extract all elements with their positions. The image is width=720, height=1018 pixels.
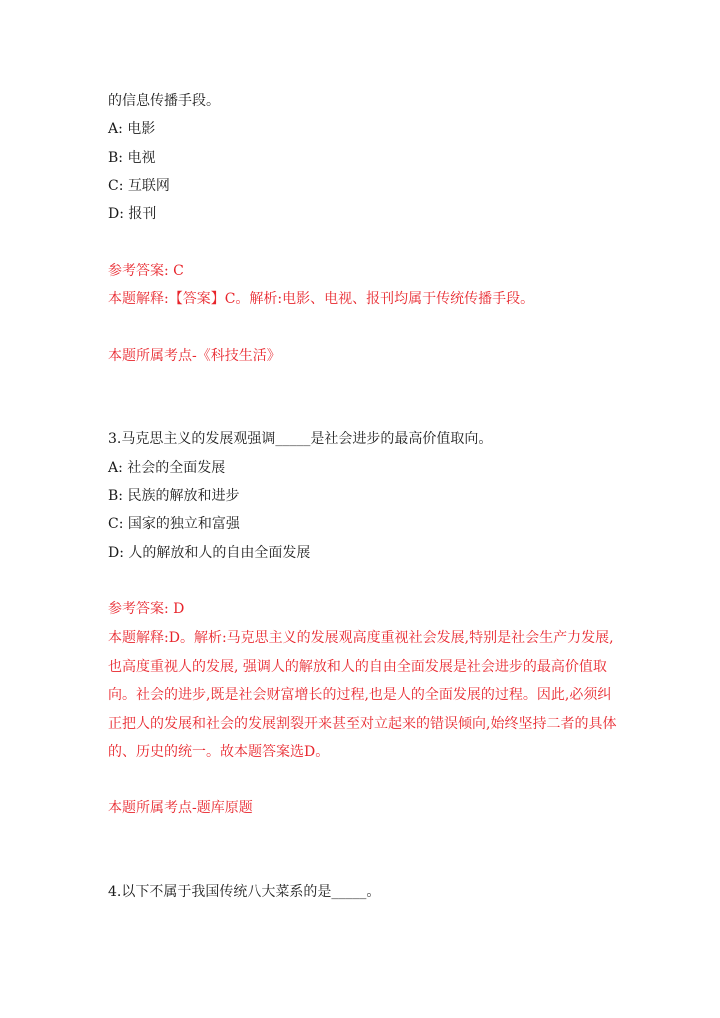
question-2-option-c: C: 互联网 [108,178,170,194]
question-2-stem-tail: 的信息传播手段。 [108,93,220,109]
question-2-option-b: B: 电视 [108,150,156,166]
question-2-option-a: A: 电影 [108,121,156,137]
question-3-answer: 参考答案: D [108,601,185,617]
question-2-answer: 参考答案: C [108,263,184,279]
question-3-option-d: D: 人的解放和人的自由全面发展 [108,545,311,561]
question-3-stem: 3.马克思主义的发展观强调_____是社会进步的最高价值取向。 [108,431,493,447]
question-2-topic: 本题所属考点-《科技生活》 [108,348,281,364]
question-3-explanation: 本题解释:D。解析:马克思主义的发展观高度重视社会发展,特别是社会生产力发展,也高度重视人的发展, 强调人的解放和人的自由全面发展是社会进步的最高价值取向。社会的进步,既是社会财富增长的过程,也是人的全面发展的过程。因此,必须纠正把人的发展和社会的发展割裂开来甚至对立起来的错误倾向,始终坚持二者的具体的、历史的统一。故本题答案选D。 [108,630,617,760]
question-4-stem: 4.以下不属于我国传统八大菜系的是_____。 [108,884,381,900]
question-3-option-a: A: 社会的全面发展 [108,460,226,476]
question-2-option-d: D: 报刊 [108,206,157,222]
question-2-explanation: 本题解释:【答案】C。解析:电影、电视、报刊均属于传统传播手段。 [108,291,535,307]
question-3-option-b: B: 民族的解放和进步 [108,488,240,504]
question-3-option-c: C: 国家的独立和富强 [108,516,240,532]
question-3-topic: 本题所属考点-题库原题 [108,800,253,816]
